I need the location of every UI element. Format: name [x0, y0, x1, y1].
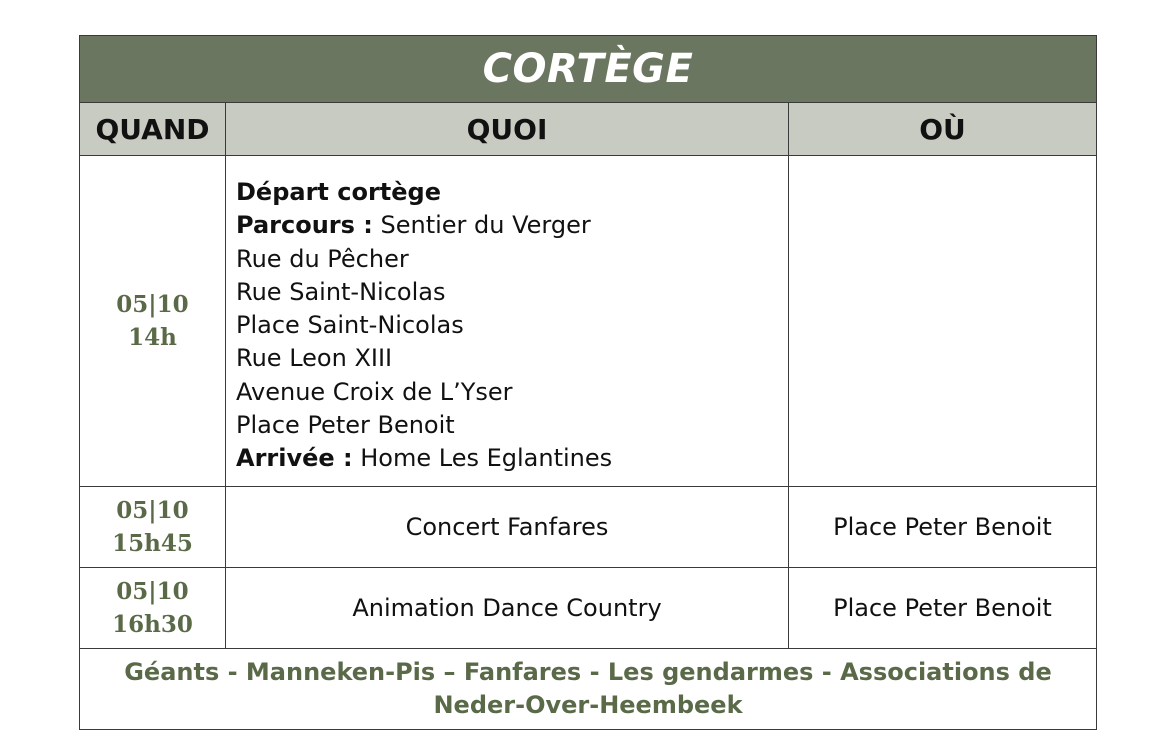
route-street: Place Saint-Nicolas: [236, 311, 464, 340]
departure-label: Départ cortège: [236, 178, 441, 206]
route-street: Rue du Pêcher: [236, 244, 409, 273]
what-cell: Concert Fanfares: [226, 486, 789, 567]
route-street: Avenue Croix de L’Yser: [236, 377, 513, 406]
when-cell: [80, 156, 226, 487]
when-cell: [80, 567, 226, 648]
arrival-place: Home Les Eglantines: [352, 444, 613, 473]
where-cell: [789, 156, 1097, 487]
header-where: OÙ: [789, 103, 1097, 156]
table-row: [80, 156, 1097, 487]
event-time: 16h30: [112, 610, 193, 638]
when-cell: [80, 486, 226, 567]
what-cell: [226, 156, 789, 487]
table-row: [80, 486, 1097, 567]
header-row: [80, 103, 1097, 156]
event-time: 14h: [128, 323, 177, 351]
event-date: 05|10: [116, 290, 189, 318]
route-street: Rue Saint-Nicolas: [236, 277, 446, 306]
arrival-label: Arrivée :: [236, 444, 353, 473]
event-date: 05|10: [116, 496, 189, 524]
route-street: Rue Leon XIII: [236, 344, 393, 373]
header-what: QUOI: [226, 103, 789, 156]
participants-footer: Géants - Manneken-Pis – Fanfares - Les gendarmes - Associations de Neder-Over-Heembeek: [80, 648, 1097, 729]
event-time: 15h45: [112, 529, 193, 557]
schedule-table: [79, 35, 1097, 730]
route-street: Place Peter Benoit: [236, 411, 455, 440]
route-street: Sentier du Verger: [372, 211, 591, 240]
header-when: QUAND: [80, 103, 226, 156]
route-label: Parcours :: [236, 211, 373, 240]
table-title: CORTÈGE: [80, 36, 1097, 103]
what-cell: Animation Dance Country: [226, 567, 789, 648]
where-cell: Place Peter Benoit: [789, 567, 1097, 648]
event-date: 05|10: [116, 577, 189, 605]
where-cell: Place Peter Benoit: [789, 486, 1097, 567]
table-row: [80, 567, 1097, 648]
